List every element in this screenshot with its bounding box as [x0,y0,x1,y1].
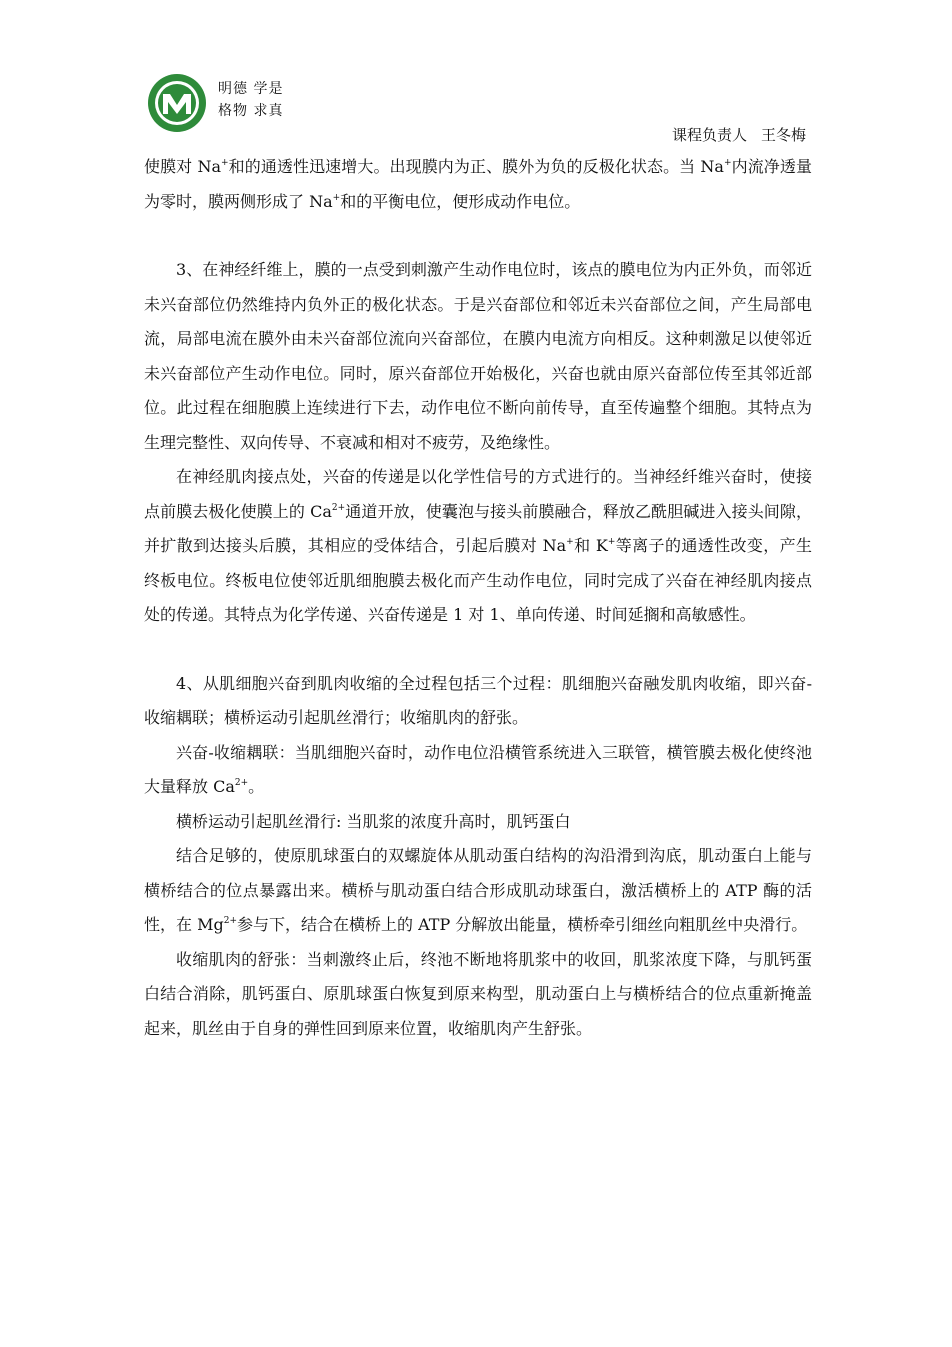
course-owner [658,124,806,145]
paragraph-6: 横桥运动引起肌丝滑行: 当肌浆的浓度升高时，肌钙蛋白 [176,811,571,831]
university-logo-icon [146,72,208,134]
paragraph-5: 兴奋-收缩耦联：当肌细胞兴奋时，动作电位沿横管系统进入三联管，横管膜去极化使终池大量释放 $Ca^{2+}$。 [144,742,812,796]
owner-label: 课程负责人 [671,126,747,144]
paragraph-2: 3、在神经纤维上，膜的一点受到刺激产生动作电位时，该点的膜电位为内正外负，而邻近未兴奋部位仍然维持内负外正的极化状态。于是兴奋部位和邻近未兴奋部位之间，产生局部电流，局部电流在膜外由未兴奋部位流向兴奋部位，在膜内电流方向相反。这种刺激足以使邻近未兴奋部位产生动作电位。同时，原兴奋部位开始极化，兴奋也就由原兴奋部位传至其邻近部位。此过程在细胞膜上连续进行下去，动作电位不断向前传导，直至传遍整个细胞。其特点为生理完整性、双向传导、不衰减和相对不疲劳，及绝缘性。 [144,260,812,452]
page-header [146,72,806,148]
paragraph-7: 结合足够的，使原肌球蛋白的双螺旋体从肌动蛋白结构的沟沿滑到沟底，肌动蛋白上能与横桥结合的位点暴露出来。横桥与肌动蛋白结合形成肌动球蛋白，激活横桥上的 ATP 酶的活性，在 $Mg^{2+}$参与下，结合在横桥上的 ATP 分解放出能量，横桥牵引细丝向粗肌丝中央滑行。 [144,846,812,934]
paragraph-8: 收缩肌肉的舒张：当刺激终止后，终池不断地将肌浆中的收回，肌浆浓度下降，与肌钙蛋白结合消除，肌钙蛋白、原肌球蛋白恢复到原来构型，肌动蛋白上与横桥结合的位点重新掩盖起来，肌丝由于自身的弹性回到原来位置，收缩肌肉产生舒张。 [144,949,812,1038]
motto-line-2: 格物 求真 [218,103,284,119]
paragraph-4: 4、从肌细胞兴奋到肌肉收缩的全过程包括三个过程：肌细胞兴奋融发肌肉收缩，即兴奋-收缩耦联；横桥运动引起肌丝滑行；收缩肌肉的舒张。 [144,673,812,727]
motto [218,78,283,122]
motto-line-1: 明德 学是 [218,81,284,97]
document-body [144,150,812,1046]
paragraph-3: 在神经肌肉接点处，兴奋的传递是以化学性信号的方式进行的。当神经纤维兴奋时，使接点前膜去极化使膜上的 $Ca^{2+}$通道开放，使囊泡与接头前膜融合，释放乙酰胆碱进入接头间隙，并扩散到达接头后膜，其相应的受体结合，引起后膜对 Na+和 K+等离子的通透性改变，产生终板电位。终板电位使邻近肌细胞膜去极化而产生动作电位，同时完成了兴奋在神经肌肉接点处的传递。其特点为化学传递、兴奋传递是 1 对 1、单向传递、时间延搁和高敏感性。 [144,467,812,624]
paragraph-1: 使膜对 Na+和的通透性迅速增大。出现膜内为正、膜外为负的反极化状态。当 Na+内流净透量为零时，膜两侧形成了 Na+和的平衡电位，便形成动作电位。 [144,157,812,211]
owner-name: 王冬梅 [760,126,806,144]
